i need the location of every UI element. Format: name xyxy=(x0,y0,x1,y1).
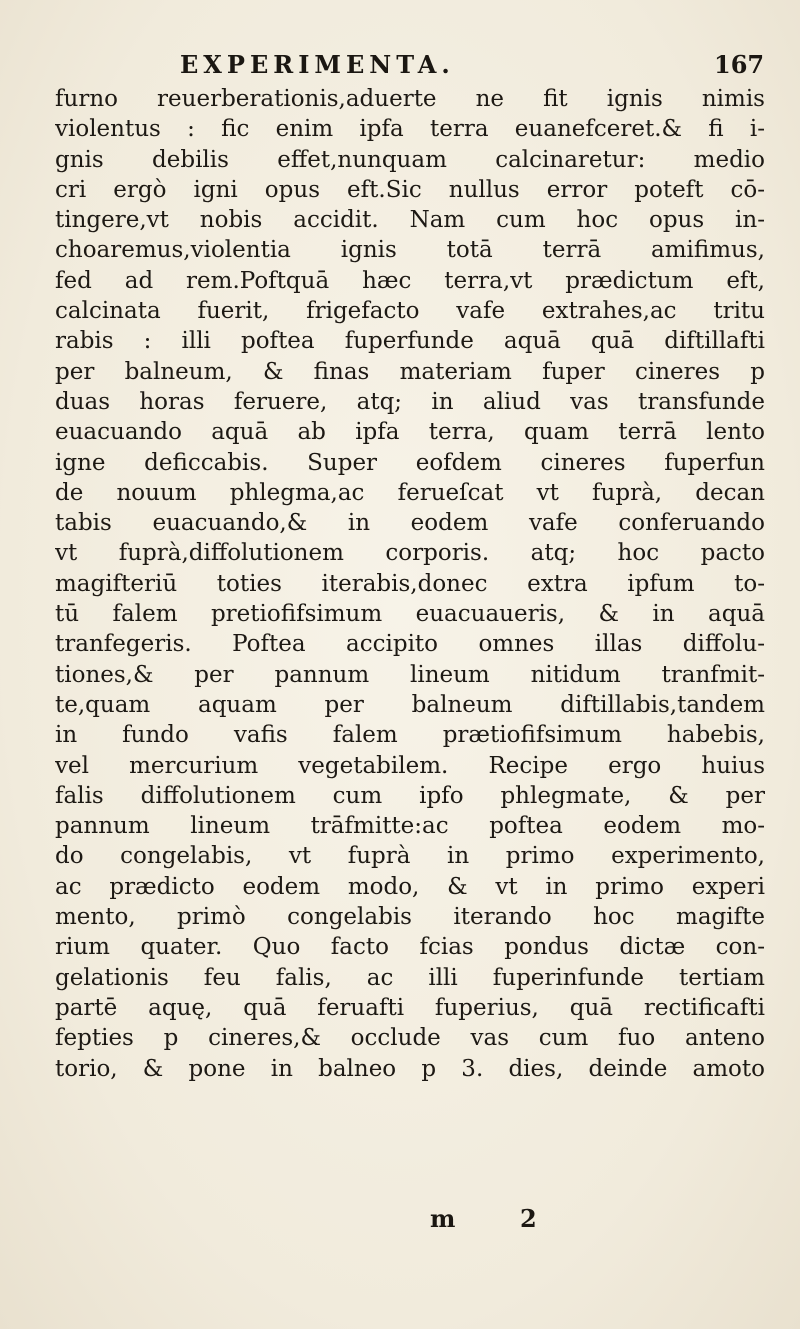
running-head: EXPERIMENTA. xyxy=(180,50,455,79)
text-line: torio, & pone in balneo p 3. dies, deinde amoto xyxy=(55,1055,765,1082)
text-line: cri ergò igni opus eft.Sic nullus error poteft cō- xyxy=(55,176,765,203)
text-line: magifteriū toties iterabis,donec extra ipfum to- xyxy=(55,570,765,597)
page-footer xyxy=(0,1204,800,1244)
text-line: fed ad rem.Poftquā hæc terra,vt prædictum eft, xyxy=(55,267,765,294)
text-line: falis diffolutionem cum ipfo phlegmate, & per xyxy=(55,782,765,809)
text-line: choaremus,violentia ignis totā terrā amifimus, xyxy=(55,237,765,264)
text-line: rabis : illi poftea fuperfunde aquā quā diftillafti xyxy=(55,328,765,355)
text-line: vel mercurium vegetabilem. Recipe ergo huius xyxy=(55,752,765,779)
text-line: gnis debilis effet,nunquam calcinaretur: medio xyxy=(55,146,765,173)
text-line: calcinata fuerit, frigefacto vafe extrahes,ac tritu xyxy=(55,298,765,325)
text-line: te,quam aquam per balneum diftillabis,tandem xyxy=(55,691,765,718)
text-line: violentus : fic enim ipfa terra euanefceret.& fi i- xyxy=(55,116,765,143)
text-line: partē aquę, quā feruafti fuperius, quā rectificafti xyxy=(55,994,765,1021)
text-line: euacuando aquā ab ipfa terra, quam terrā lento xyxy=(55,419,765,446)
text-line: tranfegeris. Poftea accipito omnes illas diffolu- xyxy=(55,631,765,658)
catchword: 2 xyxy=(520,1204,537,1233)
text-line: furno reuerberationis,aduerte ne fit ignis nimis xyxy=(55,86,765,112)
text-line: vt fuprà,diffolutionem corporis. atq; hoc pacto xyxy=(55,540,765,567)
text-line: de nouum phlegma,ac ferueſcat vt fuprà, decan xyxy=(55,479,765,506)
text-line: fepties p cineres,& occlude vas cum fuo anteno xyxy=(55,1025,765,1052)
text-line: gelationis feu falis, ac illi fuperinfunde tertiam xyxy=(55,964,765,991)
text-line: tabis euacuando,& in eodem vafe conferuando xyxy=(55,510,765,537)
text-line: igne deficcabis. Super eofdem cineres fuperfun xyxy=(55,449,765,476)
page-number: 167 xyxy=(714,50,765,79)
text-line: tiones,& per pannum lineum nitidum tranfmit- xyxy=(55,661,765,688)
page-header xyxy=(0,50,800,86)
body-text xyxy=(55,84,765,1084)
text-line: mento, primò congelabis iterando hoc magifte xyxy=(55,904,765,931)
text-line: tū falem pretiofifsimum euacuaueris, & in aquā xyxy=(55,601,765,628)
text-line: ac prædicto eodem modo, & vt in primo experi xyxy=(55,873,765,900)
text-line: pannum lineum trāfmitte:ac poftea eodem mo- xyxy=(55,813,765,840)
text-line: rium quater. Quo facto fcias pondus dictæ con- xyxy=(55,934,765,961)
text-line: per balneum, & finas materiam fuper cineres p xyxy=(55,358,765,385)
text-line: in fundo vafis falem prætiofifsimum habebis, xyxy=(55,722,765,749)
text-line: duas horas feruere, atq; in aliud vas transfunde xyxy=(55,388,765,415)
signature-mark: m xyxy=(430,1204,456,1233)
text-line: tingere,vt nobis accidit. Nam cum hoc opus in- xyxy=(55,207,765,234)
text-line: do congelabis, vt fuprà in primo experimento, xyxy=(55,843,765,870)
